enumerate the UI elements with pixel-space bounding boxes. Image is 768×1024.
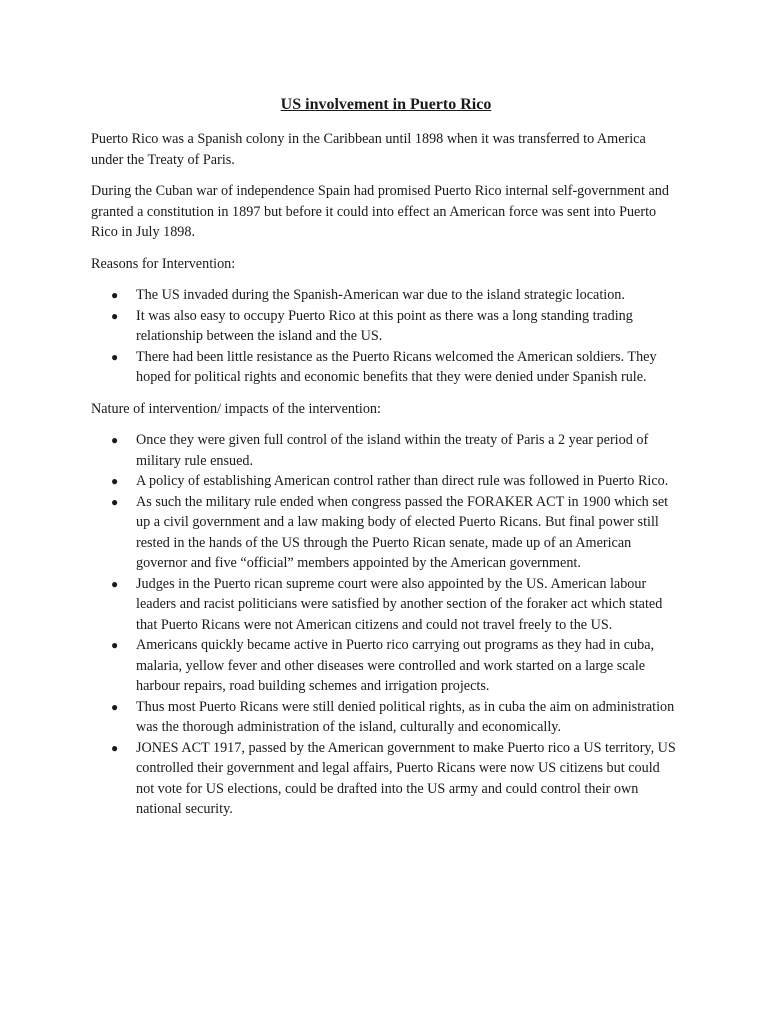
list-item [91,574,681,636]
bullet-icon: ● [111,699,119,714]
section-heading-nature: Nature of intervention/ impacts of the intervention: [91,400,381,417]
list-item [91,306,681,347]
list-item [91,430,681,471]
list-item [91,347,681,388]
intro-paragraph: During the Cuban war of independence Spain had promised Puerto Rico internal self-government and granted a constitution in 1897 but before it could into effect an American force was sent into Puerto Rico in July 1898. [91,183,669,240]
list-item-text: The US invaded during the Spanish-American war due to the island strategic location. [136,287,625,303]
list-item-text: Thus most Puerto Ricans were still denied political rights, as in cuba the aim on administration was the thorough administration of the island, culturally and economically. [136,698,675,735]
list-item-text: Americans quickly became active in Puerto rico carrying out programs as they had in cuba, malaria, yellow fever and other diseases were controlled and work started on a large scale harbour repairs, road building schemes and irrigation projects. [136,637,655,694]
list-item-text: Once they were given full control of the island within the treaty of Paris a 2 year period of military rule ensued. [136,432,649,469]
list-item [91,697,681,738]
bullet-icon: ● [111,638,119,652]
list-item [91,285,681,306]
bullet-icon: ● [111,349,119,364]
bullet-icon: ● [111,308,119,323]
list-item-text: JONES ACT 1917, passed by the American government to make Puerto rico a US territory, US controlled their government and legal affairs, Puerto Ricans were now US citizens but could not vote for US elections, could be drafted into the US army and could control their own national security. [136,739,676,817]
list-item-text: Judges in the Puerto rican supreme court were also appointed by the US. American labour leaders and racist politicians were satisfied by another section of the foraker act which stated that Puerto Ricans were not American citizens and could not travel freely to the US. [136,575,663,633]
list-item-text: It was also easy to occupy Puerto Rico at this point as there was a long standing trading relationship between the island and the US. [136,307,633,344]
list-item [91,471,681,492]
reasons-list [91,285,681,388]
list-item [91,635,681,697]
list-item [91,738,681,820]
impacts-list [91,430,681,820]
bullet-icon: ● [111,494,119,509]
section-heading-reasons: Reasons for Intervention: [91,255,236,272]
bullet-icon: ● [111,474,119,488]
bullet-icon: ● [111,740,119,755]
list-item-text: A policy of establishing American control rather than direct rule was followed in Puerto Rico. [136,473,669,489]
bullet-icon: ● [111,576,119,591]
document-body [91,94,681,831]
intro-paragraph: Puerto Rico was a Spanish colony in the Caribbean until 1898 when it was transferred to America under the Treaty of Paris. [91,131,646,168]
bullet-icon: ● [111,288,119,302]
list-item-text: There had been little resistance as the Puerto Ricans welcomed the American soldiers. They hoped for political rights and economic benefits that they were denied under Spanish rule. [136,348,657,385]
bullet-icon: ● [111,433,119,447]
document-title: US involvement in Puerto Rico [280,96,492,113]
list-item-text: As such the military rule ended when congress passed the FORAKER ACT in 1900 which set up a civil government and a law making body of elected Puerto Ricans. But final power still rested in the hands of the US through the Puerto Rican senate, made up of an American governor and five “official” members appointed by the American government. [136,493,669,571]
list-item [91,492,681,574]
